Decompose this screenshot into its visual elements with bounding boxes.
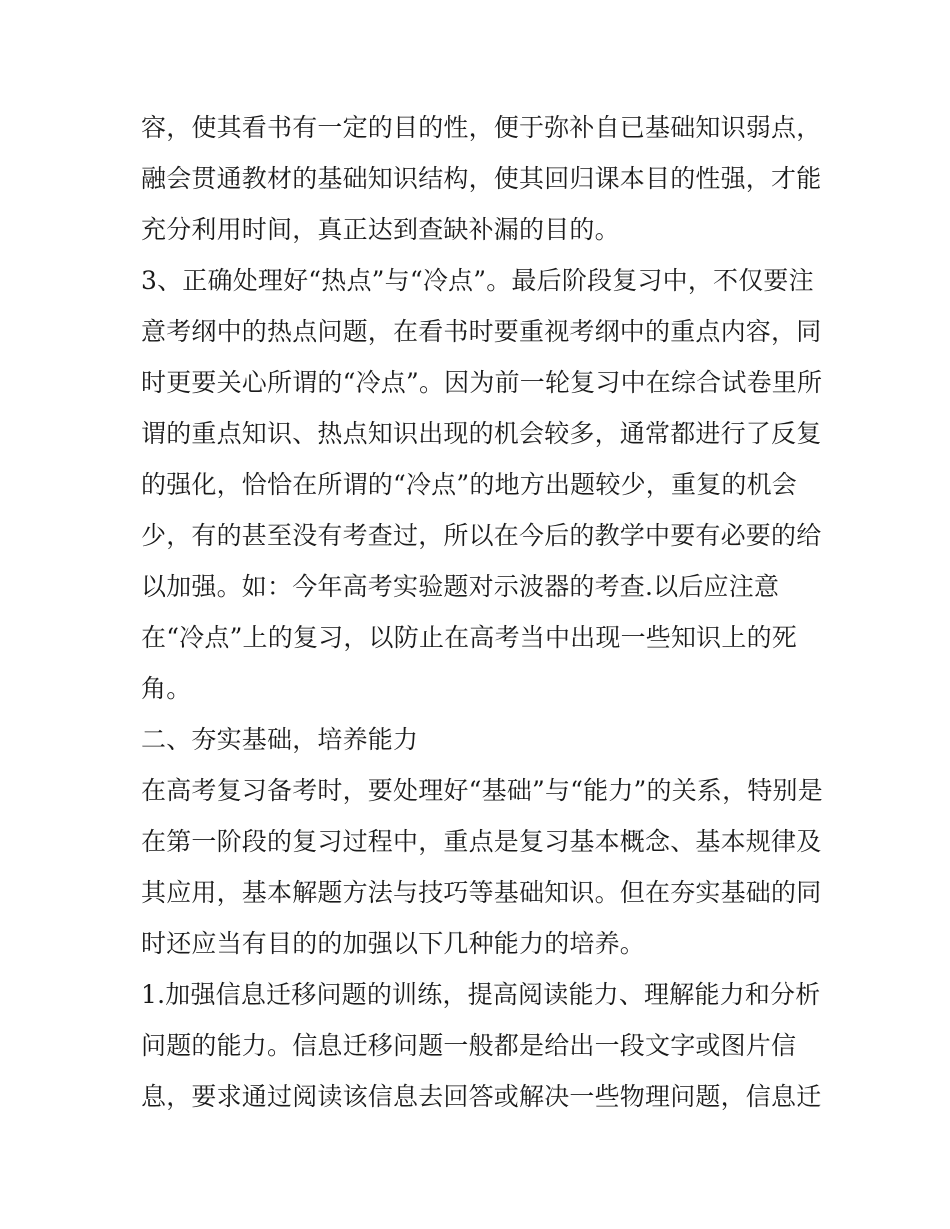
- paragraph-line: 的强化，恰恰在所谓的“冷点”的地方出题较少，重复的机会: [141, 470, 797, 499]
- paragraph-line: 其应用，基本解题方法与技巧等基础知识。但在夯实基础的同: [141, 878, 822, 907]
- paragraph-line: 在第一阶段的复习过程中，重点是复习基本概念、基本规律及: [141, 827, 822, 856]
- paragraph-line: 在“冷点”上的复习，以防止在高考当中出现一些知识上的死: [141, 623, 797, 652]
- paragraph-line: 角。: [141, 674, 192, 703]
- paragraph-line: 时还应当有目的的加强以下几种能力的培养。: [141, 929, 646, 958]
- paragraph-line: 谓的重点知识、热点知识出现的机会较多，通常都进行了反复: [141, 419, 822, 448]
- paragraph-line: 充分利用时间，真正达到查缺补漏的目的。: [141, 215, 620, 244]
- paragraph-line: 少，有的甚至没有考查过，所以在今后的教学中要有必要的给: [141, 521, 822, 550]
- paragraph-line: 容，使其看书有一定的目的性，便于弥补自已基础知识弱点，: [141, 113, 822, 142]
- paragraph-line: 意考纲中的热点问题，在看书时要重视考纲中的重点内容，同: [141, 317, 822, 346]
- section-heading: 二、夯实基础，培养能力: [141, 725, 419, 754]
- paragraph-line: 时更要关心所谓的“冷点”。因为前一轮复习中在综合试卷里所: [141, 368, 823, 397]
- section-item-heading: 1.加强信息迁移问题的训练，提高阅读能力、理解能力和分析: [141, 980, 821, 1009]
- paragraph-line: 息，要求通过阅读该信息去回答或解决一些物理问题，信息迁: [141, 1082, 822, 1111]
- paragraph-line: 融会贯通教材的基础知识结构，使其回归课本目的性强，才能: [141, 164, 822, 193]
- paragraph-line: 以加强。如：今年高考实验题对示波器的考查.以后应注意: [141, 572, 780, 601]
- section-item-heading: 3、正确处理好“热点”与“冷点”。最后阶段复习中，不仅要注: [141, 266, 814, 295]
- paragraph-line: 问题的能力。信息迁移问题一般都是给出一段文字或图片信: [141, 1031, 797, 1060]
- paragraph-line: 在高考复习备考时，要处理好“基础”与“能力”的关系，特别是: [141, 776, 823, 805]
